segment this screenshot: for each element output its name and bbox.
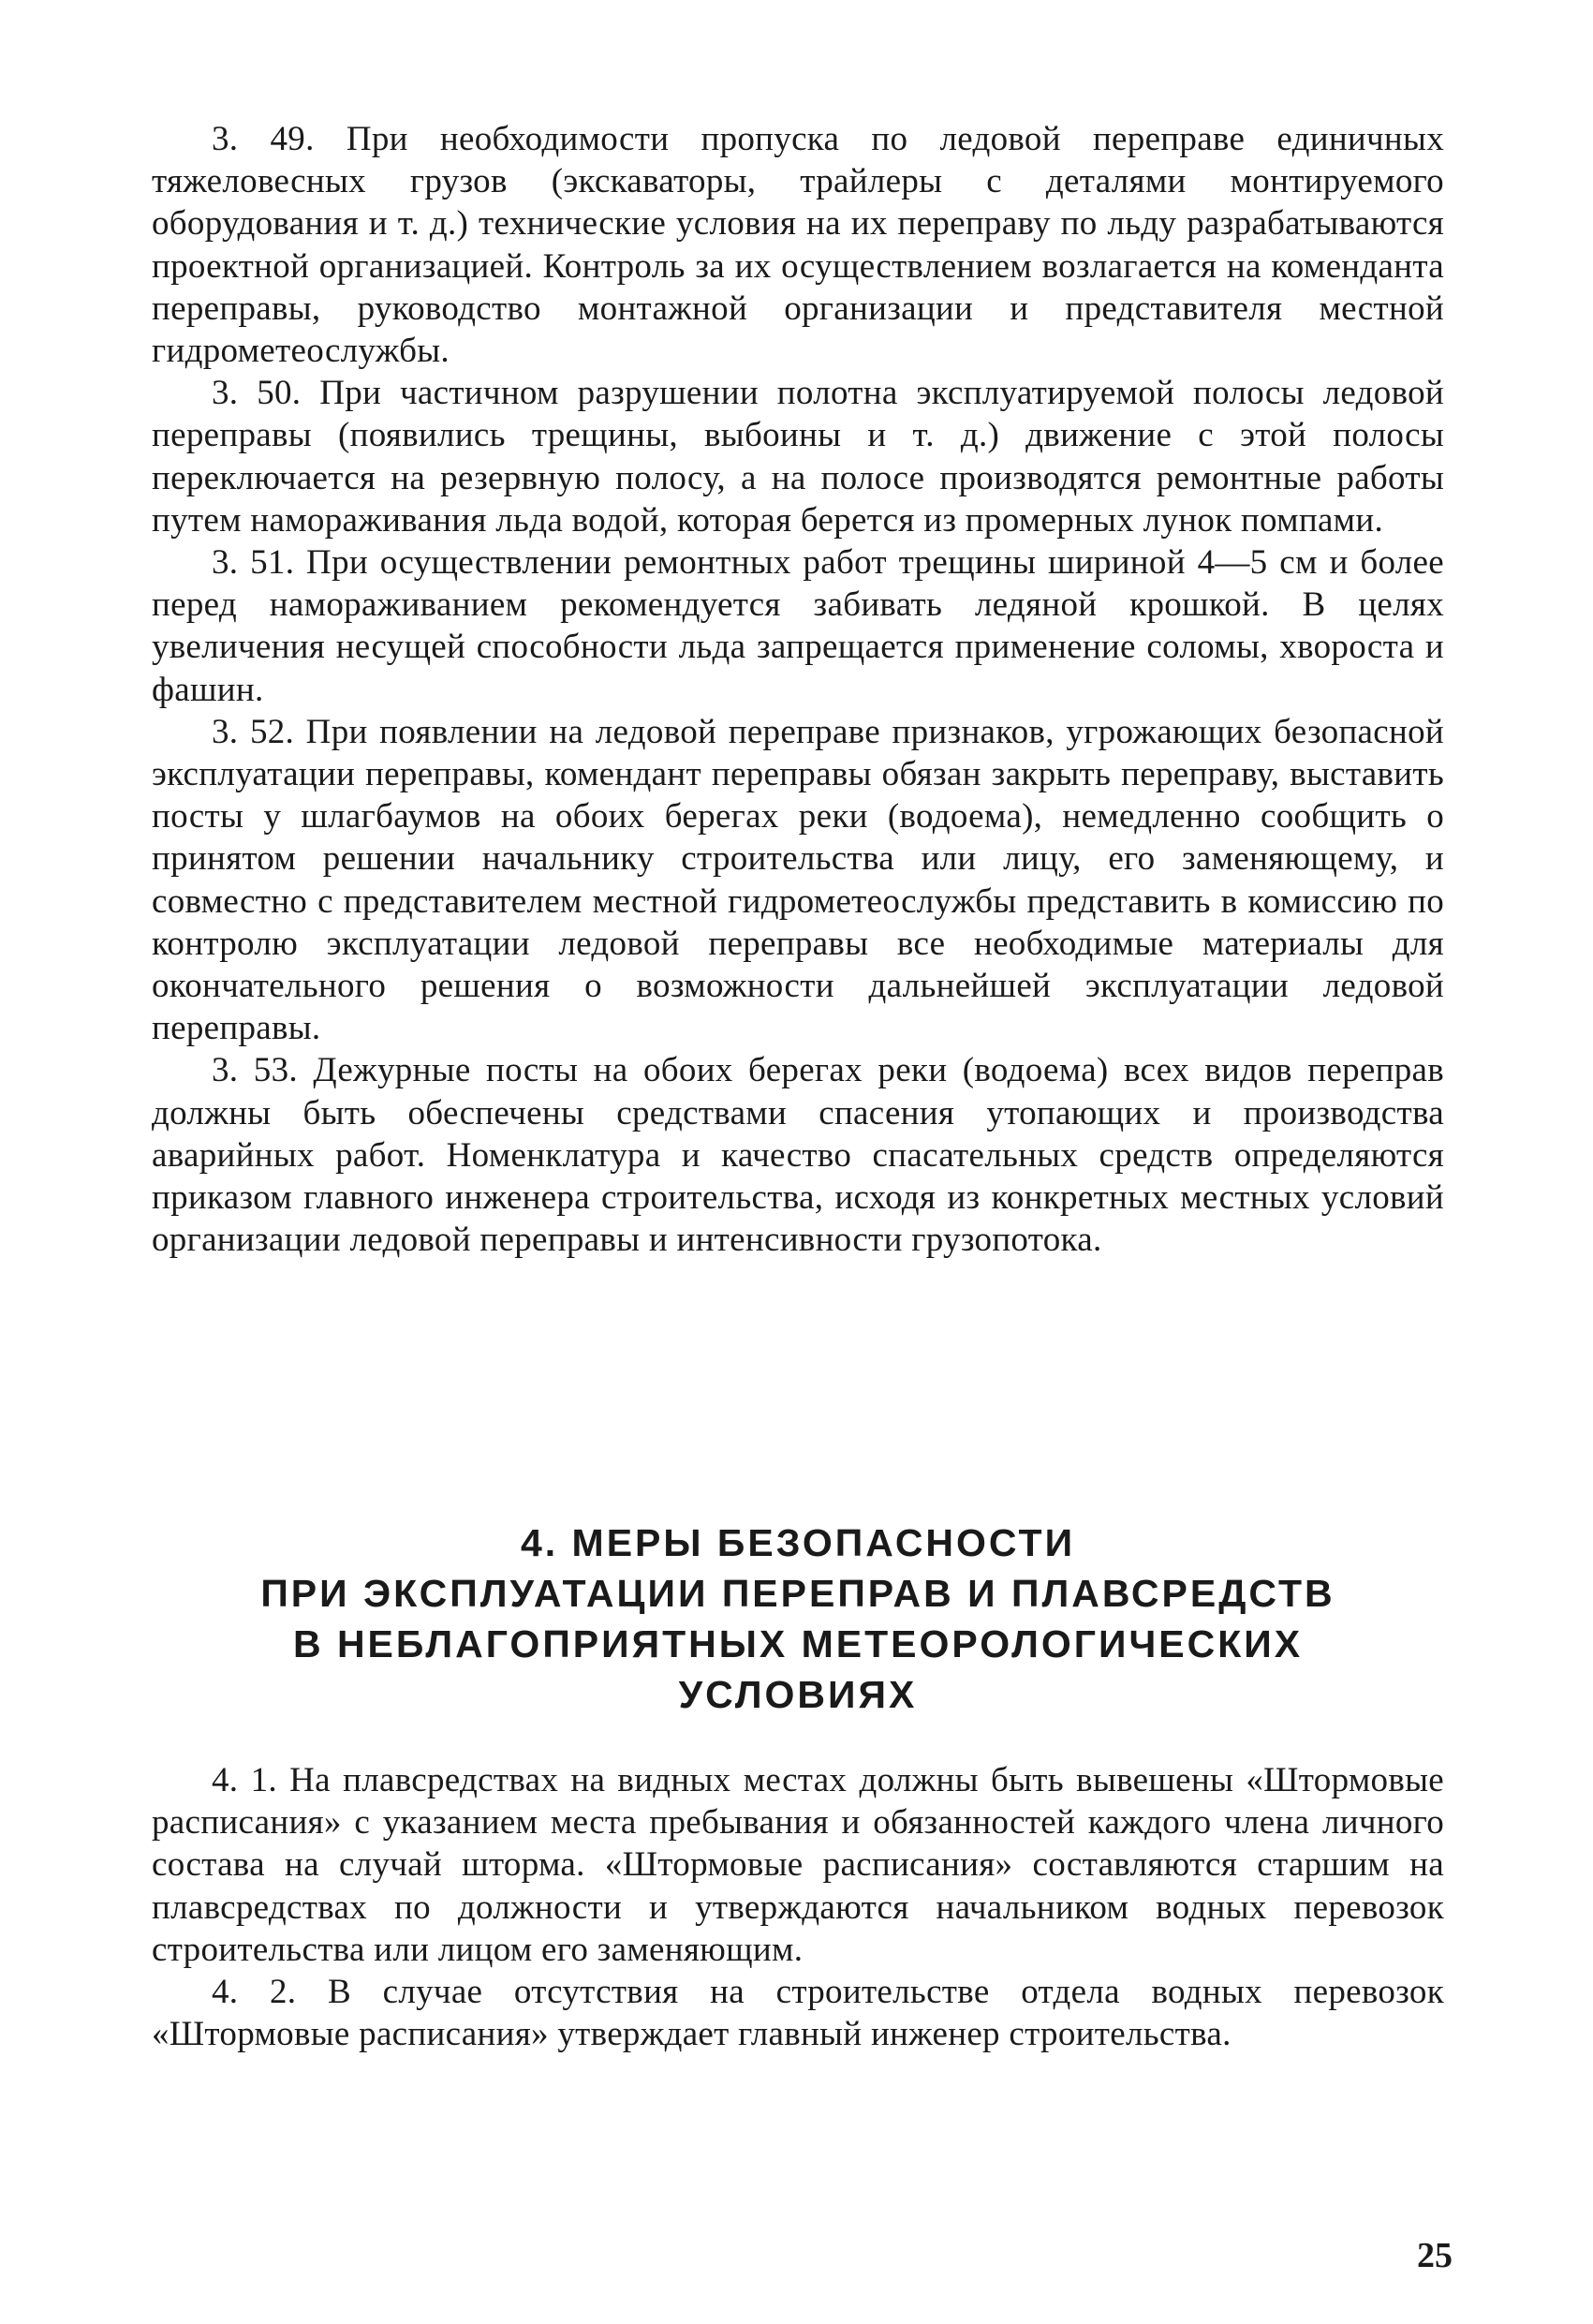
heading-line: ПРИ ЭКСПЛУАТАЦИИ ПЕРЕПРАВ И ПЛАВСРЕДСТВ (260, 1572, 1335, 1615)
paragraph-3-52: 3. 52. При появлении на ледовой переправе признаков, угрожающих безопасной эксплуатации переправы, комендант переправы обязан закрыть переправу, выставить посты у шлагбаумов на обоих берегах реки (водоема), немедленно сообщить о принятом решении начальнику строительства или лицу, его заменяющему, и совместно с представителем местной гидрометеослужбы представить в комиссию по контролю эксплуатации ледовой переправы все необходимые материалы для окончательного решения о возможности дальнейшей эксплуатации ледовой переправы. (152, 712, 1444, 1048)
section-3-text (152, 118, 1444, 1261)
paragraph-4-1: 4. 1. На плавсредствах на видных местах должны быть вывешены «Штормовые расписания» с указанием места пребывания и обязанностей каждого члена личного состава на случай шторма. «Штормовые расписания» составляются старшим на плавсредствах по должности и утверждаются начальником водных перевозок строительства или лицом его заменяющим. (152, 1761, 1444, 1969)
paragraph-3-49: 3. 49. При необходимости пропуска по ледовой переправе единичных тяжеловесных грузов (экскаваторы, трайлеры с деталями монтируемого оборудования и т. д.) технические условия на их переправу по льду разрабатываются проектной организацией. Контроль за их осуществлением возлагается на коменданта переправы, руководство монтажной организации и представителя местной гидрометеослужбы. (152, 120, 1444, 371)
paragraph-3-51: 3. 51. При осуществлении ремонтных работ трещины шириной 4—5 см и более перед намораживанием рекомендуется забивать ледяной крошкой. В целях увеличения несущей способности льда запрещается применение соломы, хвороста и фашин. (152, 543, 1444, 709)
heading-line: 4. МЕРЫ БЕЗОПАСНОСТИ (520, 1521, 1076, 1564)
section-4-heading (152, 1517, 1444, 1720)
paragraph-3-50: 3. 50. При частичном разрушении полотна эксплуатируемой полосы ледовой переправы (появились трещины, выбоины и т. д.) движение с этой полосы переключается на резервную полосу, а на полосе производятся ремонтные работы путем намораживания льда водой, которая берется из промерных лунок помпами. (152, 374, 1444, 540)
heading-line: УСЛОВИЯХ (678, 1673, 918, 1716)
section-4-text (152, 1759, 1444, 2055)
heading-line: В НЕБЛАГОПРИЯТНЫХ МЕТЕОРОЛОГИЧЕСКИХ (292, 1622, 1304, 1665)
paragraph-3-53: 3. 53. Дежурные посты на обоих берегах реки (водоема) всех видов переправ должны быть обеспечены средствами спасения утопающих и производства аварийных работ. Номенклатура и качество спасательных средств определяются приказом главного инженера строительства, исходя из конкретных местных условий организации ледовой переправы и интенсивности грузопотока. (152, 1051, 1444, 1260)
page-number: 25 (1417, 2236, 1453, 2275)
paragraph-4-2: 4. 2. В случае отсутствия на строительстве отдела водных перевозок «Штормовые расписания» утверждает главный инженер строительства. (152, 1973, 1444, 2054)
